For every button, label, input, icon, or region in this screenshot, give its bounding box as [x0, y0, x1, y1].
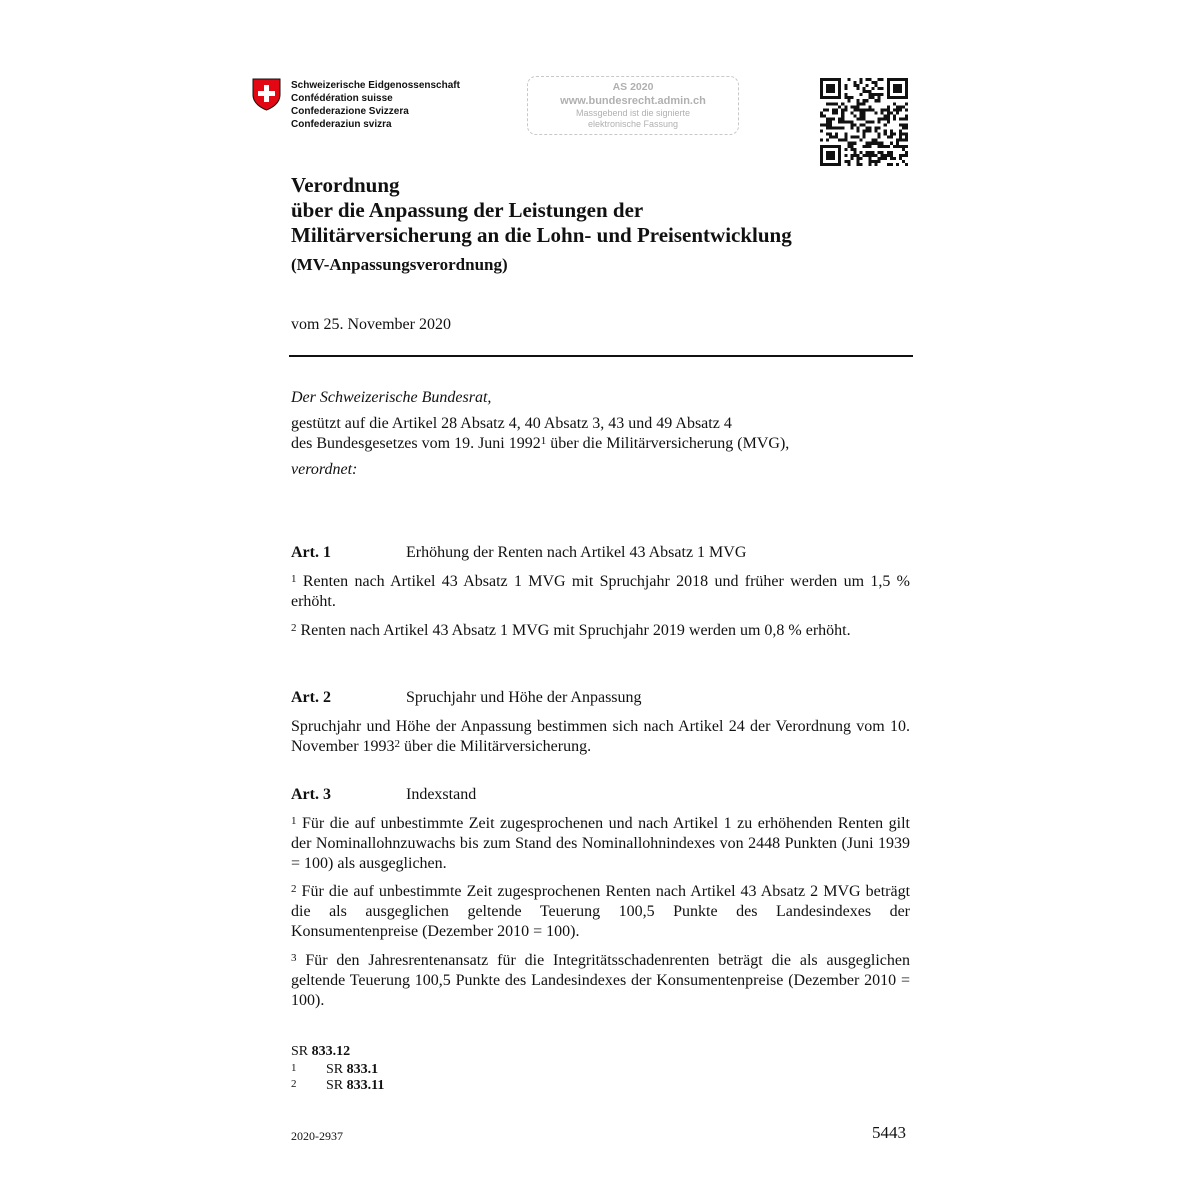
title-divider: [289, 355, 913, 357]
stamp-as: AS 2020: [612, 81, 654, 93]
footnote-label: SR: [326, 1062, 344, 1077]
paragraph-text: Renten nach Artikel 43 Absatz 1 MVG mit Spruchjahr 2019 werden um 0,8 % erhöht.: [300, 622, 851, 639]
footnote-ref[interactable]: 1: [540, 435, 547, 447]
article-number: Art. 1: [291, 544, 331, 561]
footnote-label: SR: [326, 1078, 344, 1093]
sr-label: SR: [291, 1044, 309, 1059]
footnote-number: 2: [291, 1078, 297, 1090]
paragraph-number: 2: [291, 883, 297, 895]
footnote-ref[interactable]: 2: [394, 738, 401, 750]
article-heading: [291, 689, 910, 709]
article-title: Erhöhung der Renten nach Artikel 43 Absatz 1 MVG: [406, 544, 747, 561]
paragraph-text: Renten nach Artikel 43 Absatz 1 MVG mit Spruchjahr 2018 und früher werden um 1,5 % erhöht.: [291, 573, 911, 610]
confederation-de: Schweizerische Eidgenossenschaft: [291, 80, 460, 91]
official-publication-stamp: [527, 76, 739, 135]
stamp-note-2: elektronische Fassung: [587, 119, 679, 129]
footnote-number: 1: [291, 1062, 297, 1074]
article-paragraph: [291, 717, 910, 757]
article-paragraph: [291, 572, 910, 612]
preamble-issuer: Der Schweizerische Bundesrat,: [291, 389, 492, 406]
preamble-decree: verordnet:: [291, 461, 358, 478]
preamble-basis-text-end: über die Militärversicherung (MVG),: [546, 435, 790, 452]
footnote-sr-number: 833.1: [346, 1062, 379, 1077]
page-number: 5443: [872, 1123, 906, 1142]
article-title: Spruchjahr und Höhe der Anpassung: [406, 689, 642, 706]
title-line-3: Militärversicherung an die Lohn- und Preisentwicklung: [291, 223, 792, 247]
article-title: Indexstand: [406, 786, 477, 803]
paragraph-text: Spruchjahr und Höhe der Anpassung bestimmen sich nach Artikel 24 der Verordnung vom 10. November 1993: [291, 718, 910, 755]
paragraph-number: 2: [291, 622, 297, 634]
qr-code-icon: [820, 78, 908, 166]
swiss-cross-icon: [252, 78, 281, 111]
paragraph-number: 3: [291, 952, 297, 964]
paragraph-text: Für die auf unbestimmte Zeit zugesprochenen Renten nach Artikel 43 Absatz 2 MVG beträgt die als ausgeglichen geltende Teuerung 100,5 Punkte des Landesindexes der Konsumentenpreise (Dezember 2010 = 100).: [291, 883, 911, 940]
footnote: [291, 1078, 491, 1094]
title-abbreviation: (MV-Anpassungsverordnung): [291, 255, 508, 274]
stamp-site: www.bundesrecht.admin.ch: [560, 95, 706, 107]
title-line-2: über die Anpassung der Leistungen der: [291, 198, 644, 222]
document-title: [291, 173, 792, 248]
confederation-fr: Confédération suisse: [291, 93, 393, 104]
article-heading: [291, 544, 910, 564]
paragraph-number: 1: [291, 573, 297, 585]
article-number: Art. 3: [291, 786, 331, 803]
title-line-1: Verordnung: [291, 173, 400, 197]
preamble-basis-text: des Bundesgesetzes vom 19. Juni 1992: [291, 435, 541, 452]
confederation-it: Confederazione Svizzera: [291, 106, 409, 117]
article-paragraph: [291, 951, 910, 1011]
preamble-basis-1: gestützt auf die Artikel 28 Absatz 4, 40 Absatz 3, 43 und 49 Absatz 4: [291, 415, 732, 432]
confederation-names: [291, 79, 460, 131]
article-number: Art. 2: [291, 689, 331, 706]
paragraph-text-end: über die Militärversicherung.: [400, 738, 592, 755]
footnote: [291, 1062, 491, 1078]
sr-number: 833.12: [311, 1044, 351, 1059]
preamble-basis-2: [291, 434, 789, 454]
paragraph-text: Für den Jahresrentenansatz für die Integritätsschadenrenten beträgt die als ausgeglichen geltende Teuerung 100,5 Punkte des Landesindexes der Konsumentenpreise (Dezember 2010 = 100).: [291, 952, 911, 1009]
enactment-date: vom 25. November 2020: [291, 316, 451, 333]
paragraph-text: Für die auf unbestimmte Zeit zugesprochenen und nach Artikel 1 zu erhöhenden Renten gilt der Nominallohnzuwachs bis zum Stand des Nominallohnindexes von 2448 Punkten (Juni 1939 = 100) als ausgeglichen.: [291, 815, 910, 872]
article-heading: [291, 786, 910, 806]
confederation-rm: Confederaziun svizra: [291, 119, 392, 130]
sr-reference: [291, 1044, 350, 1060]
document-id: 2020-2937: [291, 1129, 343, 1143]
article-paragraph: [291, 621, 910, 641]
article-paragraph: [291, 882, 910, 942]
stamp-note-1: Massgebend ist die signierte: [575, 108, 691, 118]
article-paragraph: [291, 814, 910, 874]
paragraph-number: 1: [291, 815, 297, 827]
footnote-sr-number: 833.11: [346, 1078, 385, 1093]
